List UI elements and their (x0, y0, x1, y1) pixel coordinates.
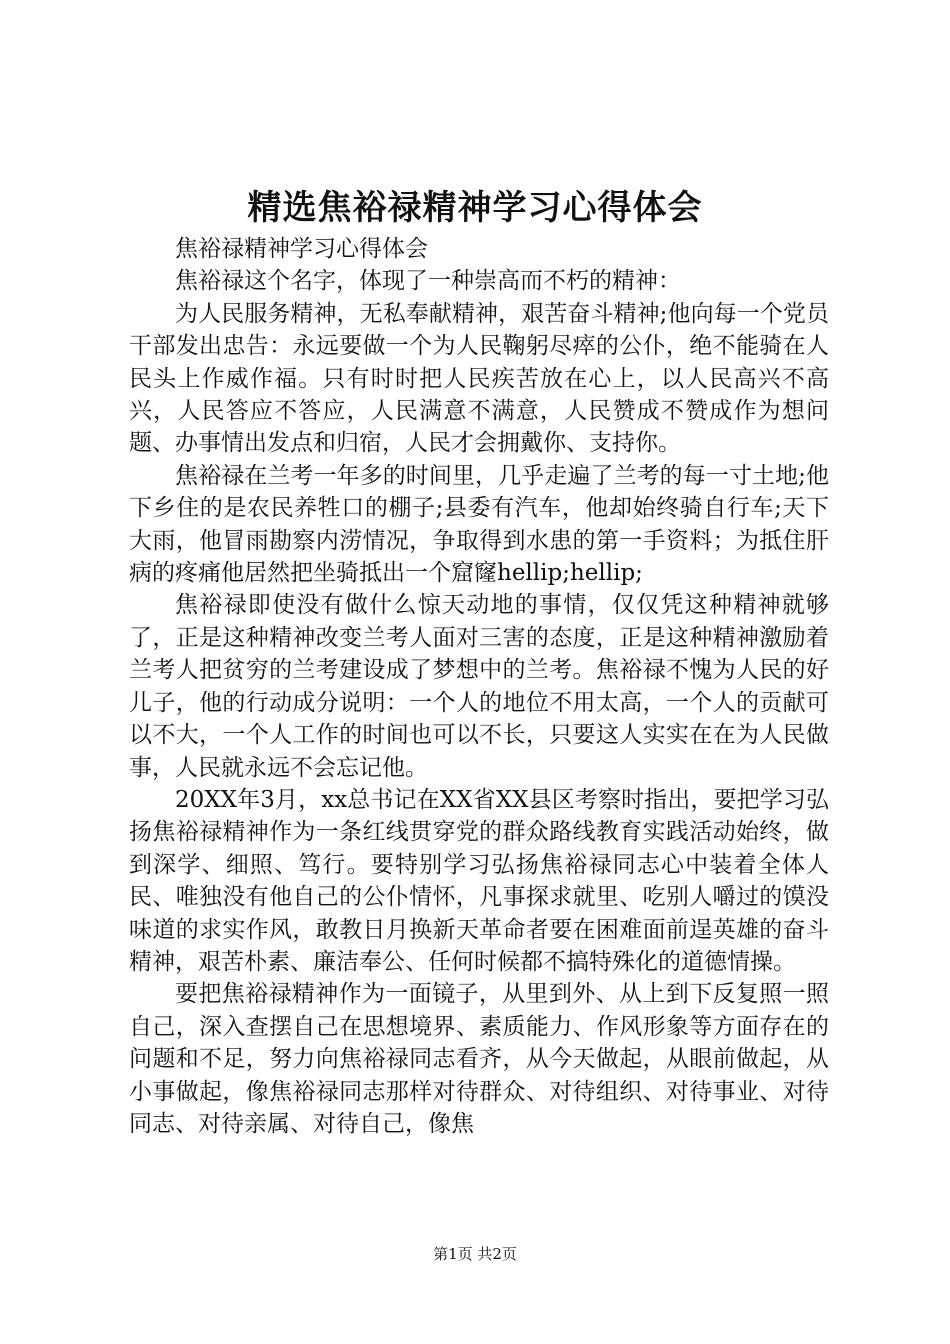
paragraph: 要把焦裕禄精神作为一面镜子，从里到外、从上到下反复照一照自己，深入查摆自己在思想境界、素质能力、作风形象等方面存在的问题和不足，努力向焦裕禄同志看齐，从今天做起，从眼前做起，从小事做起，像焦裕禄同志那样对待群众、对待组织、对待事业、对待同志、对待亲属、对待自己，像焦 (129, 981, 829, 1137)
document-body (129, 233, 829, 1140)
paragraph: 焦裕禄在兰考一年多的时间里，几乎走遍了兰考的每一寸土地;他下乡住的是农民养牲口的棚子;县委有汽车，他却始终骑自行车;天下大雨，他冒雨勘察内涝情况，争取得到水患的第一手资料；为抵住肝病的疼痛他居然把坐骑抵出一个窟窿hellip;hellip; (129, 462, 829, 587)
page-footer: 第1页 共2页 (433, 1245, 517, 1263)
paragraph-subtitle: 焦裕禄精神学习心得体会 (175, 236, 428, 262)
paragraph: 为人民服务精神，无私奉献精神，艰苦奋斗精神;他向每一个党员干部发出忠告：永远要做一个为人民鞠躬尽瘁的公仆，绝不能骑在人民头上作威作福。只有时时把人民疾苦放在心上，以人民高兴不高兴，人民答应不答应，人民满意不满意，人民赞成不赞成作为想问题、办事情出发点和归宿，人民才会拥戴你、支持你。 (129, 300, 829, 457)
paragraph: 焦裕禄即使没有做什么惊天动地的事情，仅仅凭这种精神就够了，正是这种精神改变兰考人面对三害的态度，正是这种精神激励着兰考人把贫穷的兰考建设成了梦想中的兰考。焦裕禄不愧为人民的好儿子，他的行动成分说明：一个人的地位不用太高，一个人的贡献可以不大，一个人工作的时间也可以不长，只要这人实实在在为人民做事，人民就永远不会忘记他。 (129, 592, 829, 781)
page-title: 精选焦裕禄精神学习心得体会 (247, 188, 703, 228)
paragraph: 20XX年3月，xx总书记在XX省XX县区考察时指出，要把学习弘扬焦裕禄精神作为一条红线贯穿党的群众路线教育实践活动始终，做到深学、细照、笃行。要特别学习弘扬焦裕禄同志心中装着全体人民、唯独没有他自己的公仆情怀，凡事探求就里、吃别人嚼过的馍没味道的求实作风，敢教日月换新天革命者要在困难面前逞英雄的奋斗精神，艰苦朴素、廉洁奉公、任何时候都不搞特殊化的道德情操。 (129, 786, 829, 975)
paragraph: 焦裕禄这个名字，体现了一种崇高而不朽的精神： (175, 268, 681, 295)
